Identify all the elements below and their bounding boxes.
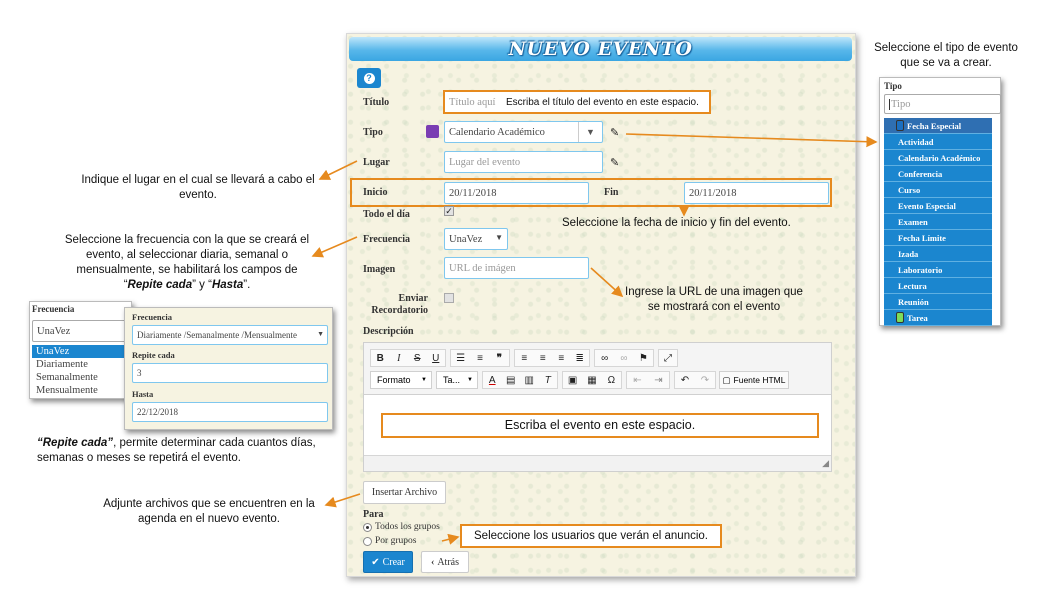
descripcion-label: Descripción (363, 326, 414, 337)
indent-icon[interactable]: ⇥ (654, 374, 663, 386)
pencil-icon[interactable]: ✎ (610, 127, 620, 139)
detail-freq-select[interactable] (132, 325, 328, 345)
tipo-option-label: Lectura (898, 281, 927, 291)
tipo-option[interactable] (884, 118, 992, 134)
detail-hasta-label: Hasta (132, 389, 154, 399)
todo-dia-label: Todo el día (363, 209, 410, 220)
todo-dia-checkbox[interactable]: ✓ (445, 206, 453, 216)
arrow-imagen (591, 268, 622, 296)
tipo-panel-search[interactable] (884, 94, 1001, 114)
numbered-list-icon[interactable]: ≡ (477, 352, 483, 364)
fin-value: 20/11/2018 (689, 187, 737, 199)
frecuencia-detail-panel (124, 307, 333, 430)
annotation-archivo: Adjunte archivos que se encuentren en la agenda en el nuevo evento. (103, 498, 315, 525)
tipo-option-label: Tarea (907, 313, 928, 323)
lugar-placeholder: Lugar del evento (449, 156, 521, 168)
outdent-icon[interactable]: ⇤ (633, 374, 642, 386)
titulo-hint: Escriba el título del evento en este espacio. (506, 97, 699, 108)
crear-label: Crear (382, 556, 405, 568)
freq-panel-label: Frecuencia (32, 304, 75, 314)
anchor-flag-icon[interactable]: ⚑ (638, 352, 648, 364)
recordatorio-label-1: Enviar (398, 293, 428, 304)
tipo-label: Tipo (363, 127, 383, 138)
titulo-placeholder: Título aquí (449, 97, 496, 108)
unlink-icon[interactable]: ∞ (620, 352, 628, 364)
tipo-option[interactable] (884, 230, 992, 246)
detail-freq-label: Frecuencia (132, 312, 172, 322)
align-left-icon[interactable]: ≡ (521, 352, 528, 364)
tipo-option-label: Evento Especial (898, 201, 956, 211)
tipo-option-label: Laboratorio (898, 265, 943, 275)
tipo-option-label: Izada (898, 249, 919, 259)
annotation-repite-term: Repite cada (127, 279, 193, 291)
imagen-label: Imagen (363, 264, 396, 275)
underline-icon[interactable]: U (432, 352, 440, 364)
annotation-imagen: Ingrese la URL de una imagen que se mostrará con el evento (625, 286, 803, 313)
maximize-icon[interactable]: ⤢ (664, 352, 672, 364)
tipo-option[interactable] (884, 214, 992, 230)
para-hint: Seleccione los usuarios que verán el anuncio. (460, 524, 722, 548)
color-swatch-icon (896, 312, 904, 323)
tipo-option-label: Examen (898, 217, 928, 227)
freq-option[interactable]: UnaVez (32, 345, 131, 358)
tipo-value: Calendario Académico (449, 126, 545, 138)
atras-label: Atrás (437, 556, 459, 568)
titulo-label: Título (363, 97, 390, 108)
annotation-tipo: Seleccione el tipo de evento que se va a crear. (874, 42, 1018, 69)
annotation-fecha: Seleccione la fecha de inicio y fin del evento. (562, 217, 791, 229)
imagen-placeholder: URL de imágen (449, 262, 516, 274)
align-right-icon[interactable]: ≡ (558, 352, 565, 364)
fin-label: Fin (604, 187, 619, 198)
frecuencia-dropdown-panel (29, 301, 132, 399)
link-icon[interactable]: ∞ (601, 352, 609, 364)
bulleted-list-icon[interactable]: ☰ (456, 352, 466, 364)
inicio-label: Inicio (363, 187, 388, 198)
editor-hint: Escriba el evento en este espacio. (381, 413, 819, 438)
form-title: NUEVO EVENTO (508, 38, 693, 60)
paste-text-icon[interactable]: ▥ (524, 374, 534, 386)
recordatorio-label-2: Recordatorio (371, 305, 428, 316)
tipo-option-label: Curso (898, 185, 921, 195)
pencil-icon[interactable]: ✎ (610, 157, 620, 169)
chevron-left-icon: ‹ (430, 556, 435, 568)
justify-icon[interactable]: ≣ (575, 352, 584, 364)
source-icon: ▢ (722, 374, 731, 385)
undo-icon[interactable]: ↶ (680, 374, 690, 386)
tipo-option[interactable] (884, 246, 992, 262)
detail-freq-value: Diariamente /Semanalmente /Mensualmente (137, 330, 297, 340)
remove-format-icon[interactable]: T (544, 374, 551, 386)
tipo-option-label: Actividad (898, 137, 934, 147)
help-icon: ? (364, 73, 375, 84)
para-option-label: Todos los grupos (375, 522, 440, 532)
detail-repite-value: 3 (137, 368, 142, 378)
caret-down-icon: ▼ (467, 377, 473, 383)
lugar-label: Lugar (363, 157, 390, 168)
text-color-icon[interactable]: A (488, 374, 496, 386)
annotation-y: y (195, 279, 209, 291)
detail-repite-input[interactable] (132, 363, 328, 383)
annotation-hasta-term: Hasta (211, 279, 244, 291)
freq-panel-value: UnaVez (37, 325, 71, 337)
arrow-para (442, 537, 458, 541)
tipo-option-label: Fecha Límite (898, 233, 946, 243)
arrow-archivo (326, 494, 360, 505)
source-html-label: Fuente HTML (733, 375, 786, 385)
tipo-dropdown-panel (879, 77, 1001, 326)
redo-icon[interactable]: ↷ (700, 374, 710, 386)
frecuencia-label: Frecuencia (363, 234, 411, 245)
tipo-option[interactable] (884, 310, 992, 326)
detail-hasta-input[interactable] (132, 402, 328, 422)
tipo-option[interactable] (884, 262, 992, 278)
tipo-option-label: Reunión (898, 297, 929, 307)
tipo-option[interactable] (884, 166, 992, 182)
freq-option[interactable]: Semanalmente (36, 372, 98, 383)
insert-file-button[interactable]: Insertar Archivo (363, 481, 446, 504)
image-icon[interactable]: ▣ (567, 374, 578, 386)
table-icon[interactable]: ▦ (587, 374, 597, 386)
special-char-icon[interactable]: Ω (607, 374, 616, 386)
tipo-option-label: Calendario Académico (898, 153, 981, 163)
freq-panel-select[interactable] (32, 320, 131, 342)
tipo-option[interactable] (884, 182, 992, 198)
caret-down-icon: ▼ (317, 330, 324, 338)
para-option-label: Por grupos (375, 536, 417, 546)
annotation-repite (37, 436, 337, 466)
arrow-tipo (626, 134, 876, 142)
italic-icon[interactable]: I (397, 352, 401, 364)
freq-option[interactable]: Mensualmente (36, 385, 98, 396)
arrow-lugar (320, 161, 357, 179)
frecuencia-value: UnaVez (449, 233, 483, 245)
detail-repite-label: Repite cada (132, 350, 175, 360)
chevron-down-icon: ▼ (578, 122, 602, 142)
strikethrough-icon[interactable]: S (413, 352, 421, 364)
align-center-icon[interactable]: ≡ (539, 352, 546, 364)
check-icon: ✔ (371, 556, 380, 568)
tipo-option[interactable] (884, 198, 992, 214)
arrow-frecuencia (313, 237, 357, 256)
annotation-repite-text: , permite determinar cada cuantos días, semanas o meses se repetirá el evento. (37, 437, 316, 464)
annotation-lugar: Indique el lugar en el cual se llevará a cabo el evento. (81, 174, 315, 201)
tipo-option[interactable] (884, 134, 992, 150)
tipo-option-label: Fecha Especial (907, 121, 962, 131)
size-label: Ta... (443, 375, 461, 385)
tipo-option[interactable] (884, 294, 992, 310)
paste-icon[interactable]: ▤ (506, 374, 516, 386)
inicio-value: 20/11/2018 (449, 187, 497, 199)
freq-option[interactable]: Diariamente (36, 359, 88, 370)
format-label: Formato (377, 375, 411, 385)
resize-handle-icon[interactable]: ◢ (822, 458, 829, 468)
tipo-option[interactable] (884, 150, 992, 166)
annotation-repite-bold: “Repite cada” (37, 437, 114, 449)
caret-down-icon: ▼ (421, 377, 427, 383)
blockquote-icon[interactable]: ❞ (496, 352, 502, 364)
annotation-frecuencia: Seleccione la frecuencia con la que se creará el evento, al seleccionar diaria, semanal o mensualmente, se habilitará los campos de “Repite cada” y “Hasta”. (64, 234, 310, 291)
tipo-options-list (884, 118, 992, 326)
caret-down-icon: ▼ (495, 233, 503, 242)
tipo-option[interactable] (884, 278, 992, 294)
color-swatch-icon (896, 120, 904, 131)
detail-hasta-value: 22/12/2018 (137, 407, 179, 417)
tipo-option-label: Conferencia (898, 169, 943, 179)
para-label: Para (363, 509, 384, 520)
tipo-panel-placeholder: Tipo (891, 98, 911, 110)
bold-icon[interactable]: B (376, 352, 384, 364)
tipo-panel-label: Tipo (884, 81, 902, 91)
annotation-frecuencia-text: Seleccione la frecuencia con la que se creará el evento, al seleccionar diaria, semanal o mensualmente, se habilitará los campos de (64, 234, 310, 276)
